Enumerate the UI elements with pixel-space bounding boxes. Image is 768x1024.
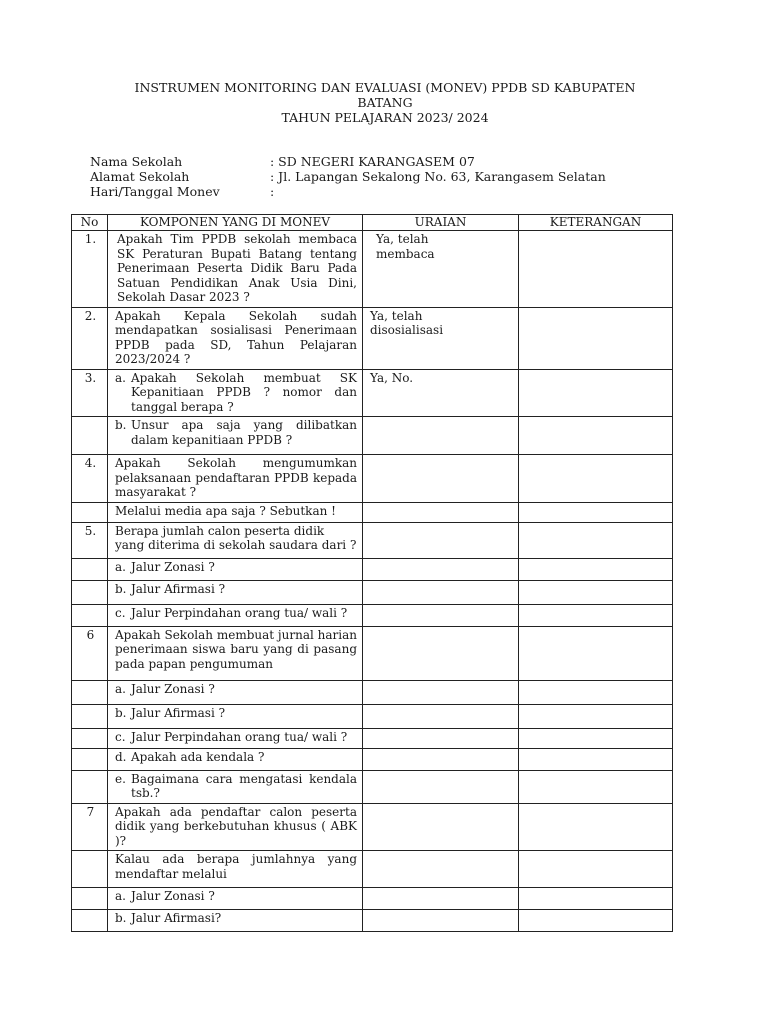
item-text: Jalur Afirmasi ? — [131, 705, 226, 720]
info-row-hari-tanggal — [90, 184, 606, 199]
item-text: Jalur Perpindahan orang tua/ wali ? — [131, 605, 348, 620]
row-keterangan — [519, 369, 673, 417]
row-keterangan — [519, 704, 673, 728]
row-uraian — [363, 748, 519, 770]
row-keterangan — [519, 851, 673, 888]
row-question — [108, 704, 363, 728]
row-question: Apakah ada pendaftar calon peserta didik yang berkebutuhan khusus ( ABK )? — [108, 803, 363, 851]
row-uraian — [363, 770, 519, 803]
header-uraian: URAIAN — [363, 215, 519, 231]
row-number — [72, 502, 108, 522]
table-row — [72, 558, 673, 580]
item-marker: a. — [115, 681, 126, 696]
table-row — [72, 307, 673, 369]
item-text: Jalur Perpindahan orang tua/ wali ? — [131, 729, 348, 744]
row-keterangan — [519, 455, 673, 503]
row-question — [108, 558, 363, 580]
info-value: : — [270, 184, 275, 199]
row-number — [72, 604, 108, 626]
row-number — [72, 770, 108, 803]
table-row — [72, 455, 673, 503]
item-marker: d. — [115, 749, 127, 764]
row-keterangan — [519, 680, 673, 704]
info-label: Alamat Sekolah — [90, 169, 190, 184]
item-text: Unsur apa saja yang dilibatkan dalam kepanitiaan PPDB ? — [131, 418, 357, 447]
row-keterangan — [519, 604, 673, 626]
row-uraian — [363, 851, 519, 888]
row-keterangan — [519, 231, 673, 308]
row-keterangan — [519, 888, 673, 910]
row-question: Apakah Kepala Sekolah sudah mendapatkan sosialisasi Penerimaan PPDB pada SD, Tahun Pelajaran 2023/2024 ? — [108, 307, 363, 369]
item-marker: a. — [115, 370, 126, 385]
table-row — [72, 680, 673, 704]
row-uraian: Ya, No. — [363, 369, 519, 417]
row-number — [72, 417, 108, 455]
row-keterangan — [519, 502, 673, 522]
item-text: Jalur Zonasi ? — [131, 681, 215, 696]
table-row — [72, 910, 673, 932]
title-line-3: TAHUN PELAJARAN 2023/ 2024 — [281, 110, 489, 125]
table-row — [72, 417, 673, 455]
row-number — [72, 888, 108, 910]
row-question — [108, 604, 363, 626]
row-uraian — [363, 728, 519, 748]
row-keterangan — [519, 417, 673, 455]
item-marker: e. — [115, 771, 126, 786]
row-question: Melalui media apa saja ? Sebutkan ! — [108, 502, 363, 522]
row-number: 4. — [72, 455, 108, 503]
info-label: Hari/Tanggal Monev — [90, 184, 220, 199]
row-question: Berapa jumlah calon peserta didik yang diterima di sekolah saudara dari ? — [108, 522, 363, 558]
row-question — [108, 910, 363, 932]
row-question — [108, 748, 363, 770]
row-uraian — [363, 522, 519, 558]
monev-table — [71, 214, 673, 932]
info-row-alamat-sekolah — [90, 169, 606, 184]
row-keterangan — [519, 770, 673, 803]
table-row — [72, 502, 673, 522]
row-uraian — [363, 704, 519, 728]
table-row — [72, 604, 673, 626]
row-number — [72, 558, 108, 580]
item-marker: b. — [115, 911, 127, 925]
row-uraian — [363, 604, 519, 626]
item-marker: c. — [115, 605, 126, 620]
item-marker: b. — [115, 581, 127, 596]
row-uraian — [363, 502, 519, 522]
row-question — [108, 888, 363, 910]
title-line-2: BATANG — [357, 95, 413, 110]
row-uraian — [363, 580, 519, 604]
row-uraian — [363, 680, 519, 704]
item-text: Jalur Afirmasi ? — [131, 581, 226, 596]
header-no: No — [72, 215, 108, 231]
row-uraian: Ya, telah disosialisasi — [363, 307, 519, 369]
table-row — [72, 851, 673, 888]
row-number: 6 — [72, 626, 108, 680]
row-question — [108, 770, 363, 803]
row-number — [72, 851, 108, 888]
row-number — [72, 580, 108, 604]
table-row — [72, 888, 673, 910]
table-row — [72, 704, 673, 728]
row-keterangan — [519, 307, 673, 369]
info-value: : SD NEGERI KARANGASEM 07 — [270, 154, 475, 169]
table-row — [72, 728, 673, 748]
item-text: Bagaimana cara mengatasi kendala tsb.? — [131, 771, 357, 800]
header-komponen: KOMPONEN YANG DI MONEV — [108, 215, 363, 231]
row-uraian — [363, 558, 519, 580]
row-uraian — [363, 455, 519, 503]
row-keterangan — [519, 626, 673, 680]
row-number: 2. — [72, 307, 108, 369]
row-keterangan — [519, 522, 673, 558]
row-number — [72, 680, 108, 704]
row-uraian — [363, 910, 519, 932]
item-text: Jalur Zonasi ? — [131, 889, 215, 903]
row-number — [72, 728, 108, 748]
table-row — [72, 803, 673, 851]
table-row — [72, 626, 673, 680]
row-keterangan — [519, 580, 673, 604]
row-question — [108, 728, 363, 748]
info-label: Nama Sekolah — [90, 154, 183, 169]
row-keterangan — [519, 558, 673, 580]
row-question: Apakah Sekolah membuat jurnal harian penerimaan siswa baru yang di pasang pada papan pengumuman — [108, 626, 363, 680]
item-text: Apakah ada kendala ? — [131, 749, 265, 764]
table-row — [72, 369, 673, 417]
row-question — [108, 680, 363, 704]
table-row — [72, 770, 673, 803]
row-keterangan — [519, 910, 673, 932]
row-number: 5. — [72, 522, 108, 558]
row-number: 3. — [72, 369, 108, 417]
info-row-nama-sekolah — [90, 154, 606, 169]
item-text: Jalur Zonasi ? — [131, 559, 215, 574]
table-row — [72, 580, 673, 604]
row-uraian: Ya, telah membaca — [363, 231, 519, 308]
row-question: Apakah Tim PPDB sekolah membaca SK Peraturan Bupati Batang tentang Penerimaan Peserta Didik Baru Pada Satuan Pendidikan Anak Usia Dini, Sekolah Dasar 2023 ? — [108, 231, 363, 308]
row-question — [108, 580, 363, 604]
item-marker: a. — [115, 559, 126, 574]
item-text: Jalur Afirmasi? — [131, 911, 222, 925]
item-marker: b. — [115, 418, 127, 432]
title-line-1: INSTRUMEN MONITORING DAN EVALUASI (MONEV) PPDB SD KABUPATEN — [134, 80, 636, 95]
row-number — [72, 748, 108, 770]
table-header-row — [72, 215, 673, 231]
row-uraian — [363, 417, 519, 455]
row-number — [72, 704, 108, 728]
row-number: 7 — [72, 803, 108, 851]
item-marker: b. — [115, 705, 127, 720]
item-text: Apakah Sekolah membuat SK Kepanitiaan PPDB ? nomor dan tanggal berapa ? — [131, 370, 357, 414]
header-keterangan: KETERANGAN — [519, 215, 673, 231]
row-question — [108, 417, 363, 455]
row-uraian — [363, 803, 519, 851]
table-row — [72, 748, 673, 770]
row-keterangan — [519, 728, 673, 748]
row-question — [108, 369, 363, 417]
row-question: Apakah Sekolah mengumumkan pelaksanaan pendaftaran PPDB kepada masyarakat ? — [108, 455, 363, 503]
item-marker: c. — [115, 729, 126, 744]
row-question: Kalau ada berapa jumlahnya yang mendaftar melalui — [108, 851, 363, 888]
table-row — [72, 522, 673, 558]
row-number: 1. — [72, 231, 108, 308]
row-keterangan — [519, 748, 673, 770]
row-uraian — [363, 888, 519, 910]
document-title — [60, 80, 710, 125]
info-value: : Jl. Lapangan Sekalong No. 63, Karangasem Selatan — [270, 169, 606, 184]
school-info — [90, 154, 606, 199]
table-row — [72, 231, 673, 308]
row-uraian — [363, 626, 519, 680]
item-marker: a. — [115, 889, 126, 903]
row-keterangan — [519, 803, 673, 851]
row-number — [72, 910, 108, 932]
